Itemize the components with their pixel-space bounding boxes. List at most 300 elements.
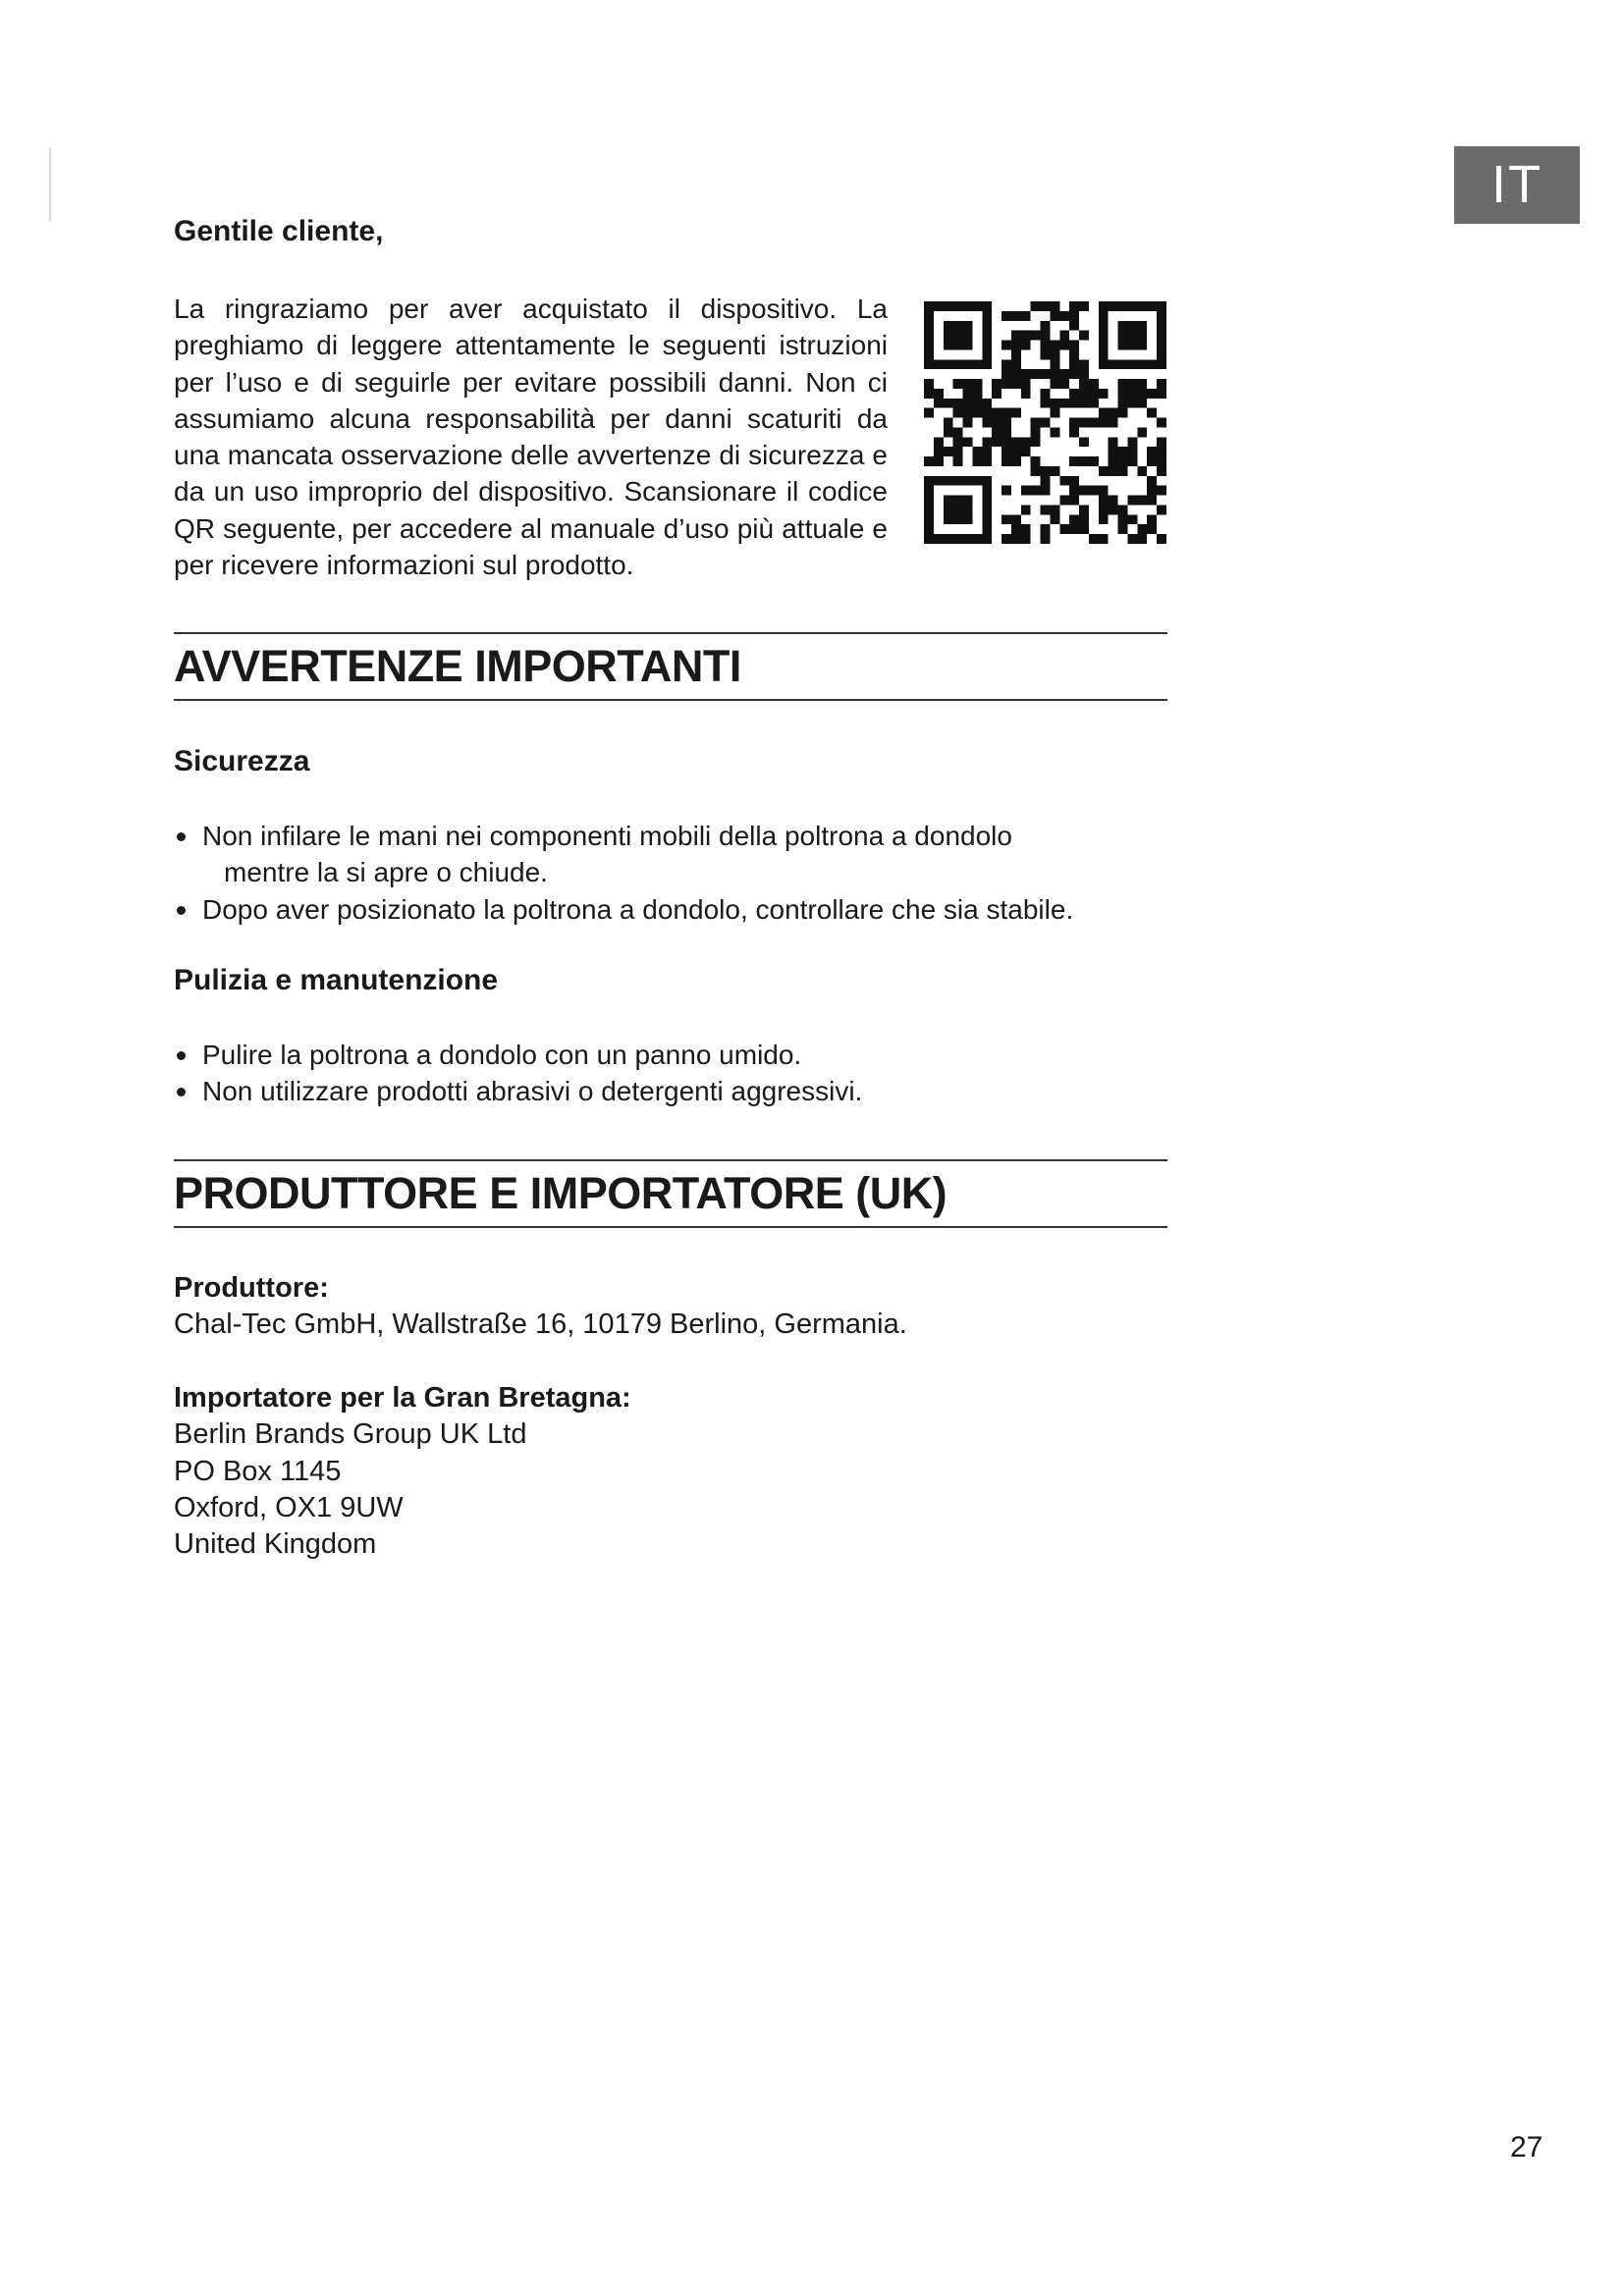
qr-module — [982, 505, 992, 514]
qr-module — [944, 514, 953, 524]
qr-module — [1127, 359, 1137, 369]
qr-module — [982, 534, 992, 544]
qr-module — [1118, 524, 1128, 534]
importer-block — [174, 1380, 631, 1563]
qr-module — [1011, 349, 1021, 359]
importer-label: Importatore per la Gran Bretagna: — [174, 1382, 631, 1414]
qr-module — [1069, 486, 1079, 496]
qr-module — [963, 437, 973, 447]
qr-module — [1050, 311, 1059, 321]
section-title-manufacturer: PRODUTTORE E IMPORTATORE (UK) — [174, 1168, 947, 1218]
qr-module — [1089, 399, 1099, 408]
qr-module — [1099, 408, 1109, 418]
qr-module — [1011, 359, 1021, 369]
qr-module — [1118, 456, 1128, 466]
qr-module — [1079, 389, 1089, 399]
qr-module — [1069, 476, 1079, 486]
qr-module — [972, 301, 982, 311]
qr-module — [972, 447, 982, 456]
qr-module — [1041, 466, 1051, 476]
qr-module — [1127, 496, 1137, 506]
qr-module — [924, 301, 934, 311]
section-header-manufacturer — [174, 1159, 1167, 1228]
qr-module — [1089, 486, 1099, 496]
qr-module — [953, 379, 963, 389]
qr-module — [924, 311, 934, 321]
manufacturer-address: Chal-Tec GmbH, Wallstraße 16, 10179 Berlino, Germania. — [174, 1308, 907, 1341]
qr-module — [1041, 399, 1051, 408]
qr-module — [1137, 524, 1147, 534]
bullet-icon — [177, 906, 186, 915]
qr-module — [1069, 359, 1079, 369]
qr-module — [1118, 466, 1128, 476]
qr-module — [1001, 418, 1011, 428]
importer-line: PO Box 1145 — [174, 1455, 342, 1487]
qr-module — [972, 389, 982, 399]
section-header-warnings — [174, 632, 1167, 701]
qr-module — [982, 456, 992, 466]
qr-module — [934, 301, 944, 311]
qr-module — [1089, 379, 1099, 389]
qr-module — [924, 486, 934, 496]
qr-module — [972, 399, 982, 408]
qr-module — [924, 331, 934, 341]
qr-module — [1147, 301, 1157, 311]
qr-module — [1109, 456, 1118, 466]
qr-module — [934, 437, 944, 447]
qr-module — [1059, 311, 1069, 321]
qr-module — [1041, 331, 1051, 341]
qr-module — [1127, 399, 1137, 408]
qr-module — [1099, 514, 1109, 524]
qr-module — [963, 399, 973, 408]
qr-module — [1011, 379, 1021, 389]
qr-module — [1011, 408, 1021, 418]
qr-module — [1069, 389, 1079, 399]
qr-module — [982, 418, 992, 428]
qr-module — [982, 359, 992, 369]
qr-module — [1001, 486, 1011, 496]
qr-module — [1137, 379, 1147, 389]
qr-module — [1127, 331, 1137, 341]
qr-module — [1041, 534, 1051, 544]
qr-module — [1001, 437, 1011, 447]
qr-module — [1089, 418, 1099, 428]
qr-module — [1079, 418, 1089, 428]
qr-module — [992, 418, 1001, 428]
qr-module — [963, 331, 973, 341]
qr-module — [1147, 447, 1157, 456]
qr-module — [1021, 331, 1031, 341]
qr-module — [1127, 321, 1137, 331]
qr-module — [1001, 408, 1011, 418]
qr-module — [972, 408, 982, 418]
qr-module — [1157, 331, 1166, 341]
qr-module — [1118, 447, 1128, 456]
qr-module — [1147, 359, 1157, 369]
qr-module — [1021, 379, 1031, 389]
qr-module — [1079, 456, 1089, 466]
qr-module — [1031, 369, 1041, 379]
qr-module — [1011, 341, 1021, 350]
qr-module — [1021, 389, 1031, 399]
qr-module — [1099, 341, 1109, 350]
language-tab: IT — [1454, 146, 1580, 224]
qr-module — [1157, 341, 1166, 350]
qr-module — [1099, 359, 1109, 369]
qr-module — [1118, 399, 1128, 408]
list-item-continuation: mentre la si apre o chiude. — [224, 857, 548, 888]
qr-module — [1021, 505, 1031, 514]
qr-module — [1137, 331, 1147, 341]
qr-module — [1011, 447, 1021, 456]
qr-module — [1137, 399, 1147, 408]
qr-module — [982, 514, 992, 524]
list-item — [174, 891, 1215, 928]
list-item-text: Non infilare le mani nei componenti mobili della poltrona a dondolo — [202, 821, 1012, 851]
qr-module — [982, 486, 992, 496]
qr-module — [944, 418, 953, 428]
qr-module — [924, 408, 934, 418]
qr-module — [1109, 301, 1118, 311]
qr-module — [1011, 331, 1021, 341]
qr-module — [924, 524, 934, 534]
qr-module — [1001, 341, 1011, 350]
qr-module — [1157, 447, 1166, 456]
qr-module — [963, 418, 973, 428]
qr-module — [1011, 524, 1021, 534]
qr-module — [1059, 476, 1069, 486]
qr-module — [1069, 427, 1079, 437]
qr-module — [982, 301, 992, 311]
qr-module — [1050, 505, 1059, 514]
qr-module — [1011, 514, 1021, 524]
qr-module — [1109, 437, 1118, 447]
qr-module — [1118, 505, 1128, 514]
importer-line: Berlin Brands Group UK Ltd — [174, 1418, 527, 1451]
list-item — [174, 818, 1215, 891]
qr-module — [963, 534, 973, 544]
qr-module — [1127, 447, 1137, 456]
qr-module — [1127, 437, 1137, 447]
qr-module — [1050, 369, 1059, 379]
qr-module — [1069, 399, 1079, 408]
qr-module — [982, 408, 992, 418]
subheading-safety: Sicurezza — [174, 745, 310, 777]
qr-module — [1079, 331, 1089, 341]
qr-module — [953, 456, 963, 466]
qr-module — [963, 301, 973, 311]
qr-module — [1137, 496, 1147, 506]
qr-module — [1031, 427, 1041, 437]
qr-module — [1031, 437, 1041, 447]
qr-module — [1157, 359, 1166, 369]
list-item-text: Pulire la poltrona a dondolo con un panno umido. — [202, 1040, 802, 1070]
qr-module — [1011, 534, 1021, 544]
qr-module — [1041, 505, 1051, 514]
qr-module — [1157, 486, 1166, 496]
qr-module — [963, 341, 973, 350]
qr-module — [1041, 369, 1051, 379]
qr-module — [1109, 418, 1118, 428]
qr-module — [1137, 534, 1147, 544]
qr-module — [924, 389, 934, 399]
qr-module — [982, 399, 992, 408]
bullet-icon — [177, 832, 186, 841]
qr-module — [1069, 311, 1079, 321]
qr-module — [982, 331, 992, 341]
qr-module — [1021, 437, 1031, 447]
qr-module — [1041, 349, 1051, 359]
qr-module — [1137, 321, 1147, 331]
qr-module — [1109, 408, 1118, 418]
qr-module — [1050, 427, 1059, 437]
qr-module — [1127, 514, 1137, 524]
qr-module — [1001, 514, 1011, 524]
qr-module — [1118, 408, 1128, 418]
qr-module — [1021, 447, 1031, 456]
qr-module — [1050, 341, 1059, 350]
qr-module — [1079, 359, 1089, 369]
qr-module — [953, 301, 963, 311]
qr-module — [1127, 534, 1137, 544]
qr-module — [1157, 456, 1166, 466]
qr-module — [1099, 466, 1109, 476]
qr-module — [1079, 524, 1089, 534]
qr-module — [1031, 418, 1041, 428]
qr-module — [1147, 524, 1157, 534]
qr-module — [982, 311, 992, 321]
qr-module — [972, 359, 982, 369]
qr-module — [1137, 341, 1147, 350]
qr-module — [934, 399, 944, 408]
qr-module — [1050, 466, 1059, 476]
qr-module — [1041, 486, 1051, 496]
qr-module — [1050, 408, 1059, 418]
qr-module — [924, 456, 934, 466]
qr-module — [953, 399, 963, 408]
qr-module — [944, 341, 953, 350]
qr-module — [1109, 496, 1118, 506]
qr-module — [1001, 359, 1011, 369]
qr-module — [992, 389, 1001, 399]
qr-module — [992, 427, 1001, 437]
qr-module — [924, 349, 934, 359]
list-item — [174, 1037, 1215, 1073]
qr-module — [1041, 418, 1051, 428]
qr-module — [992, 379, 1001, 389]
qr-module — [1021, 369, 1031, 379]
qr-module — [1050, 301, 1059, 311]
qr-module — [1118, 341, 1128, 350]
qr-module — [953, 505, 963, 514]
qr-module — [963, 379, 973, 389]
qr-module — [963, 476, 973, 486]
qr-module — [1147, 514, 1157, 524]
qr-module — [1137, 427, 1147, 437]
qr-module — [1147, 476, 1157, 486]
qr-module — [953, 437, 963, 447]
qr-module — [982, 321, 992, 331]
qr-module — [1089, 389, 1099, 399]
qr-module — [1059, 496, 1069, 506]
qr-module — [1021, 534, 1031, 544]
qr-module — [1157, 301, 1166, 311]
qr-module — [963, 408, 973, 418]
qr-module — [1157, 379, 1166, 389]
qr-module — [1041, 476, 1051, 486]
qr-module — [1041, 524, 1051, 534]
qr-module — [1069, 456, 1079, 466]
qr-module — [1118, 389, 1128, 399]
qr-module — [1069, 514, 1079, 524]
list-item-text: Non utilizzare prodotti abrasivi o detergenti aggressivi. — [202, 1076, 863, 1107]
bullet-icon — [177, 1051, 186, 1060]
qr-module — [1127, 456, 1137, 466]
qr-module — [944, 399, 953, 408]
qr-module — [1137, 359, 1147, 369]
qr-module — [1011, 456, 1021, 466]
qr-module — [934, 359, 944, 369]
qr-module — [1031, 466, 1041, 476]
qr-module — [1031, 456, 1041, 466]
qr-module — [963, 514, 973, 524]
qr-module — [1099, 311, 1109, 321]
qr-module — [944, 331, 953, 341]
qr-module — [1157, 389, 1166, 399]
qr-module — [953, 496, 963, 506]
qr-module — [972, 456, 982, 466]
qr-module — [972, 534, 982, 544]
qr-module — [1127, 379, 1137, 389]
margin-mark — [49, 147, 51, 222]
section-title-warnings: AVVERTENZE IMPORTANTI — [174, 641, 741, 691]
qr-module — [1147, 408, 1157, 418]
qr-module — [944, 534, 953, 544]
qr-module — [1109, 466, 1118, 476]
qr-module — [1069, 524, 1079, 534]
qr-module — [953, 534, 963, 544]
qr-module — [934, 447, 944, 456]
qr-module — [953, 341, 963, 350]
qr-module — [924, 341, 934, 350]
qr-module — [972, 379, 982, 389]
qr-module — [944, 427, 953, 437]
qr-module — [1109, 505, 1118, 514]
qr-module — [944, 359, 953, 369]
page-number: 27 — [1510, 2131, 1543, 2163]
qr-module — [924, 476, 934, 486]
qr-module — [1137, 389, 1147, 399]
qr-module — [944, 321, 953, 331]
cleaning-list — [174, 1037, 1215, 1110]
qr-module — [1069, 341, 1079, 350]
qr-module — [1079, 514, 1089, 524]
qr-module — [1021, 311, 1031, 321]
qr-module — [982, 476, 992, 486]
qr-module — [982, 447, 992, 456]
qr-module — [992, 408, 1001, 418]
qr-module — [1147, 496, 1157, 506]
qr-module — [1059, 331, 1069, 341]
qr-module — [953, 427, 963, 437]
qr-module — [1011, 369, 1021, 379]
qr-module — [1050, 359, 1059, 369]
qr-module — [953, 476, 963, 486]
qr-module — [1001, 369, 1011, 379]
qr-module — [963, 496, 973, 506]
qr-module — [953, 331, 963, 341]
importer-line: Oxford, OX1 9UW — [174, 1491, 404, 1523]
qr-module — [1099, 321, 1109, 331]
qr-module — [1041, 321, 1051, 331]
qr-module — [1069, 369, 1079, 379]
qr-module — [934, 389, 944, 399]
list-item — [174, 1073, 1215, 1109]
qr-module — [982, 524, 992, 534]
qr-module — [1127, 389, 1137, 399]
qr-module — [953, 408, 963, 418]
qr-module — [1099, 496, 1109, 506]
qr-module — [1079, 486, 1089, 496]
qr-module — [924, 359, 934, 369]
qr-module — [944, 476, 953, 486]
qr-module — [1079, 379, 1089, 389]
qr-module — [1079, 301, 1089, 311]
qr-module — [924, 505, 934, 514]
intro-paragraph: La ringraziamo per aver acquistato il dispositivo. La preghiamo di leggere attentamente le seguenti istruzioni per l’uso e di seguirle per evitare possibili danni. Non ci assumiamo alcuna responsabilità per danni scaturiti da una mancata osservazione delle avvertenze di sicurezza e da un uso improprio del dispositivo. Scansionare il codice QR seguente, per accedere al manuale d’uso più attuale e per ricevere informazioni sul prodotto. — [174, 294, 888, 581]
qr-module — [1157, 311, 1166, 321]
qr-code-icon — [924, 301, 1166, 544]
qr-module — [1099, 418, 1109, 428]
importer-line: United Kingdom — [174, 1528, 377, 1561]
subheading-cleaning: Pulizia e manutenzione — [174, 964, 499, 996]
qr-module — [1069, 321, 1079, 331]
qr-module — [1157, 321, 1166, 331]
qr-module — [1157, 437, 1166, 447]
qr-module — [1127, 301, 1137, 311]
qr-module — [953, 359, 963, 369]
qr-module — [953, 514, 963, 524]
qr-module — [1137, 301, 1147, 311]
qr-module — [934, 456, 944, 466]
qr-module — [1099, 331, 1109, 341]
qr-module — [924, 321, 934, 331]
qr-module — [1001, 379, 1011, 389]
qr-module — [1157, 505, 1166, 514]
qr-module — [1031, 331, 1041, 341]
qr-module — [1021, 341, 1031, 350]
qr-module — [1050, 379, 1059, 389]
qr-module — [963, 321, 973, 331]
qr-module — [1031, 301, 1041, 311]
qr-module — [1118, 514, 1128, 524]
qr-module — [1099, 349, 1109, 359]
qr-module — [1147, 486, 1157, 496]
qr-module — [924, 534, 934, 544]
qr-module — [1050, 514, 1059, 524]
qr-module — [1001, 456, 1011, 466]
qr-module — [1099, 486, 1109, 496]
qr-module — [1079, 437, 1089, 447]
qr-module — [1041, 341, 1051, 350]
qr-module — [953, 321, 963, 331]
qr-module — [972, 476, 982, 486]
qr-module — [1021, 524, 1031, 534]
qr-module — [944, 505, 953, 514]
qr-module — [1041, 389, 1051, 399]
qr-module — [1059, 369, 1069, 379]
